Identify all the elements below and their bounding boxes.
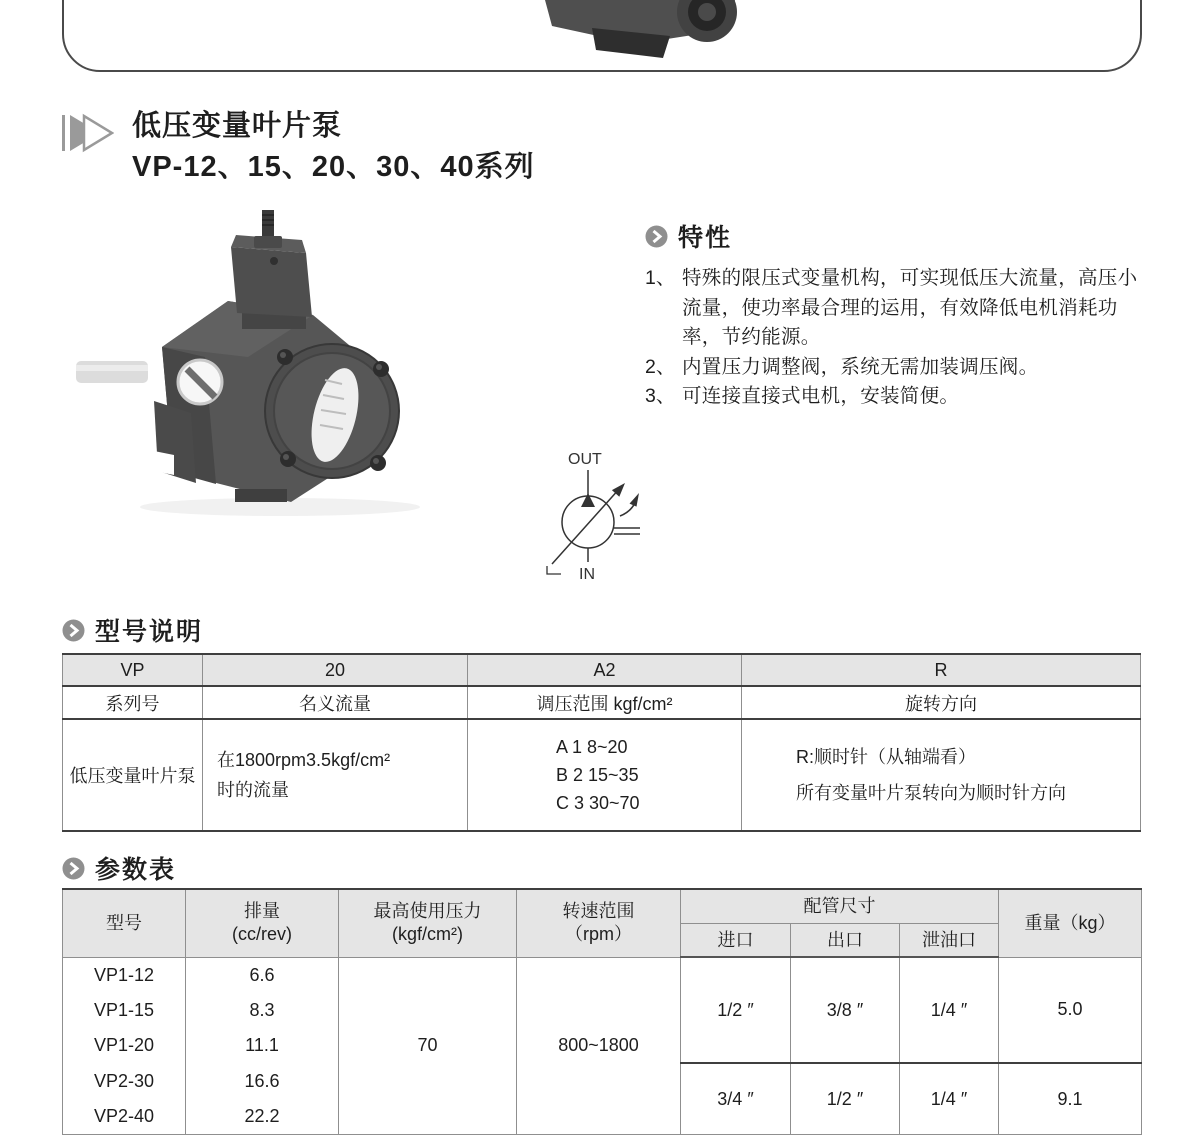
pressure-range-cell: A 1 8~20 B 2 15~35 C 3 30~70 [468, 719, 742, 831]
label-cell: 旋转方向 [742, 686, 1141, 719]
section-arrow-icon [645, 225, 668, 248]
feature-number: 2、 [645, 355, 676, 378]
speed-range-cell: 800~1800 [517, 957, 681, 1135]
header-outlet: 出口 [791, 924, 900, 958]
feature-text: 可连接直接式电机，安装简便。 [682, 385, 960, 407]
code-cell: R [742, 654, 1141, 686]
series-name-cell: 低压变量叶片泵 [63, 719, 203, 831]
displacement-column: 6.6 8.3 11.1 16.6 22.2 [186, 957, 339, 1135]
section-arrow-icon [62, 619, 85, 642]
param-section-heading [62, 850, 176, 886]
header-model: 型号 [63, 889, 186, 957]
code-cell: A2 [468, 654, 742, 686]
rotation-cell: R:顺时针（从轴端看） 所有变量叶片泵转向为顺时针方向 [742, 719, 1141, 831]
features-heading: 特性 [678, 224, 733, 252]
nominal-flow-cell: 在1800rpm3.5kgf/cm² 时的流量 [203, 719, 468, 831]
drain-cell: 1/4 ″ [900, 957, 999, 1063]
drain-cell: 1/4 ″ [900, 1063, 999, 1135]
features-list [645, 264, 1145, 412]
feature-text: 内置压力调整阀，系统无需加装调压阀。 [682, 355, 1039, 378]
pump-photo-partial [520, 0, 770, 62]
section-arrow-icon [62, 857, 85, 880]
label-cell: 系列号 [63, 686, 203, 719]
weight-cell: 9.1 [999, 1063, 1142, 1135]
pump-product-photo [70, 205, 450, 520]
model-section-heading [62, 612, 203, 648]
inlet-cell: 3/4 ″ [681, 1063, 791, 1135]
model-code-row [63, 654, 1141, 686]
model-column: VP1-12 VP1-15 VP1-20 VP2-30 VP2-40 [63, 957, 186, 1135]
feature-item [645, 353, 1145, 383]
param-header-row1 [63, 889, 1142, 924]
feature-number: 3、 [645, 385, 676, 407]
param-row [63, 957, 1142, 992]
code-cell: VP [63, 654, 203, 686]
model-value-row [63, 719, 1141, 831]
parameters-table [62, 888, 1142, 1135]
feature-item [645, 382, 1145, 412]
code-cell: 20 [203, 654, 468, 686]
outlet-cell: 1/2 ″ [791, 1063, 900, 1135]
page-title-line1: 低压变量叶片泵 [132, 110, 343, 142]
feature-text: 特殊的限压式变量机构，可实现低压大流量，高压小流量，使功率最合理的运用，有效降低电机消耗功率，节约能源。 [682, 267, 1138, 348]
label-cell: 调压范围 kgf/cm² [468, 686, 742, 719]
model-label-row [63, 686, 1141, 719]
variable-pump-symbol [520, 448, 670, 583]
header-drain: 泄油口 [900, 924, 999, 958]
model-section-title: 型号说明 [95, 618, 204, 646]
fast-forward-icon [62, 112, 114, 154]
weight-cell: 5.0 [999, 957, 1142, 1063]
symbol-out-label: OUT [568, 451, 602, 468]
header-weight: 重量（kg） [999, 889, 1142, 957]
page-title-line2: VP-12、15、20、30、40系列 [132, 151, 535, 183]
max-pressure-cell: 70 [339, 957, 517, 1135]
param-section-title: 参数表 [95, 856, 177, 884]
label-cell: 名义流量 [203, 686, 468, 719]
header-piping: 配管尺寸 [681, 889, 999, 924]
feature-item [645, 264, 1145, 353]
page-title-block [62, 106, 535, 188]
header-speed-range: 转速范围 （rpm） [517, 889, 681, 957]
symbol-in-label: IN [579, 566, 595, 583]
page-title [132, 106, 535, 188]
inlet-cell: 1/2 ″ [681, 957, 791, 1063]
header-displacement: 排量 (cc/rev) [186, 889, 339, 957]
model-designation-table [62, 653, 1141, 832]
header-max-pressure: 最高使用压力 (kgf/cm²) [339, 889, 517, 957]
feature-number: 1、 [645, 267, 676, 289]
outlet-cell: 3/8 ″ [791, 957, 900, 1063]
features-section [645, 218, 1145, 412]
header-inlet: 进口 [681, 924, 791, 958]
